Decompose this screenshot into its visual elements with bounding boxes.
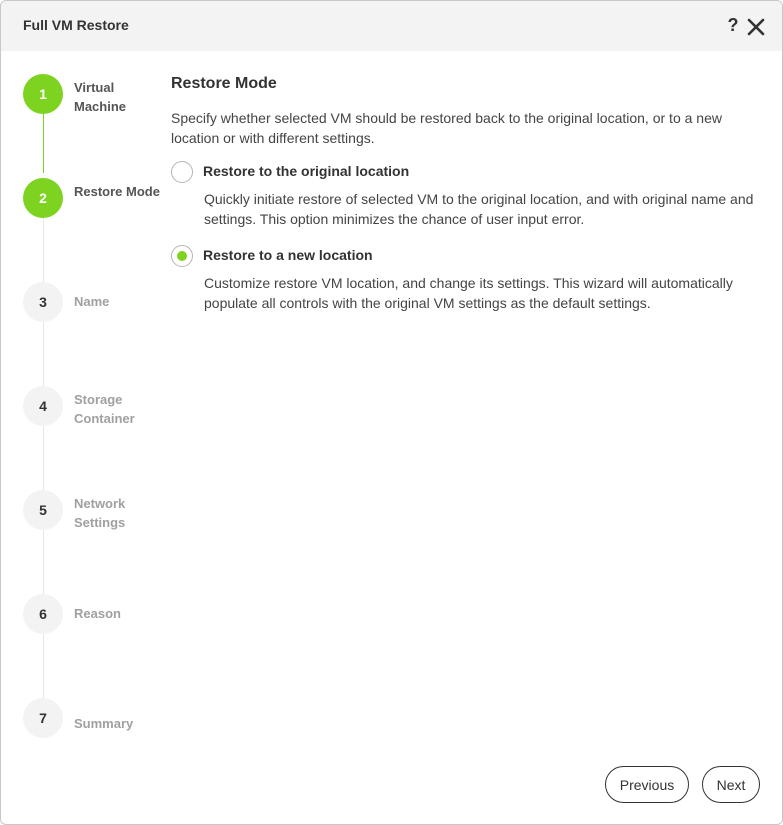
option-description: Quickly initiate restore of selected VM to the original location, and with original name and settings. This option minimizes the chance of user input error.	[204, 191, 754, 227]
step-label: Restore Mode	[74, 184, 160, 199]
section-description: Specify whether selected VM should be restored back to the original location, or to a new location or with different settings.	[171, 110, 722, 146]
step-number: 3	[23, 282, 63, 322]
step-network-settings[interactable]	[23, 490, 163, 534]
dialog-title: Full VM Restore	[23, 17, 129, 33]
step-summary[interactable]	[23, 698, 163, 742]
step-label: Virtual Machine	[74, 80, 127, 114]
previous-button[interactable]: Previous	[605, 766, 689, 803]
radio-new-location[interactable]	[171, 245, 193, 267]
step-number: 2	[23, 178, 63, 218]
step-virtual-machine[interactable]	[23, 74, 163, 118]
step-storage-container[interactable]	[23, 386, 163, 430]
option-description: Customize restore VM location, and change its settings. This wizard will automatically populate all controls with the original VM settings as the default settings.	[204, 275, 733, 311]
step-number: 1	[23, 74, 63, 114]
option-label: Restore to the original location	[203, 163, 410, 179]
step-connector	[43, 321, 44, 386]
step-number: 5	[23, 490, 63, 530]
section-title: Restore Mode	[171, 75, 277, 92]
help-button[interactable]: ?	[727, 15, 739, 35]
step-name[interactable]	[23, 282, 163, 326]
step-connector	[43, 633, 44, 698]
restore-mode-panel	[171, 75, 761, 311]
step-reason[interactable]	[23, 594, 163, 638]
step-connector	[43, 425, 44, 490]
wizard-steps	[1, 51, 161, 751]
step-label: Name	[74, 294, 110, 309]
option-label: Restore to a new location	[203, 247, 373, 263]
step-connector	[43, 529, 44, 594]
step-label: Summary	[74, 716, 134, 731]
step-number: 4	[23, 386, 63, 426]
step-label: Storage Container	[74, 392, 135, 426]
dialog-header	[1, 1, 782, 51]
step-number: 6	[23, 594, 63, 634]
option-new-location[interactable]	[171, 245, 771, 315]
radio-original-location[interactable]	[171, 161, 193, 183]
step-number: 7	[23, 698, 63, 738]
close-icon	[745, 16, 767, 38]
step-connector	[43, 217, 44, 282]
step-restore-mode[interactable]	[23, 178, 163, 222]
next-button[interactable]: Next	[702, 766, 760, 803]
close-button[interactable]	[745, 16, 767, 38]
step-label: Network Settings	[74, 496, 126, 530]
option-original-location[interactable]	[171, 161, 771, 231]
step-label: Reason	[74, 606, 121, 621]
step-connector	[43, 113, 44, 173]
